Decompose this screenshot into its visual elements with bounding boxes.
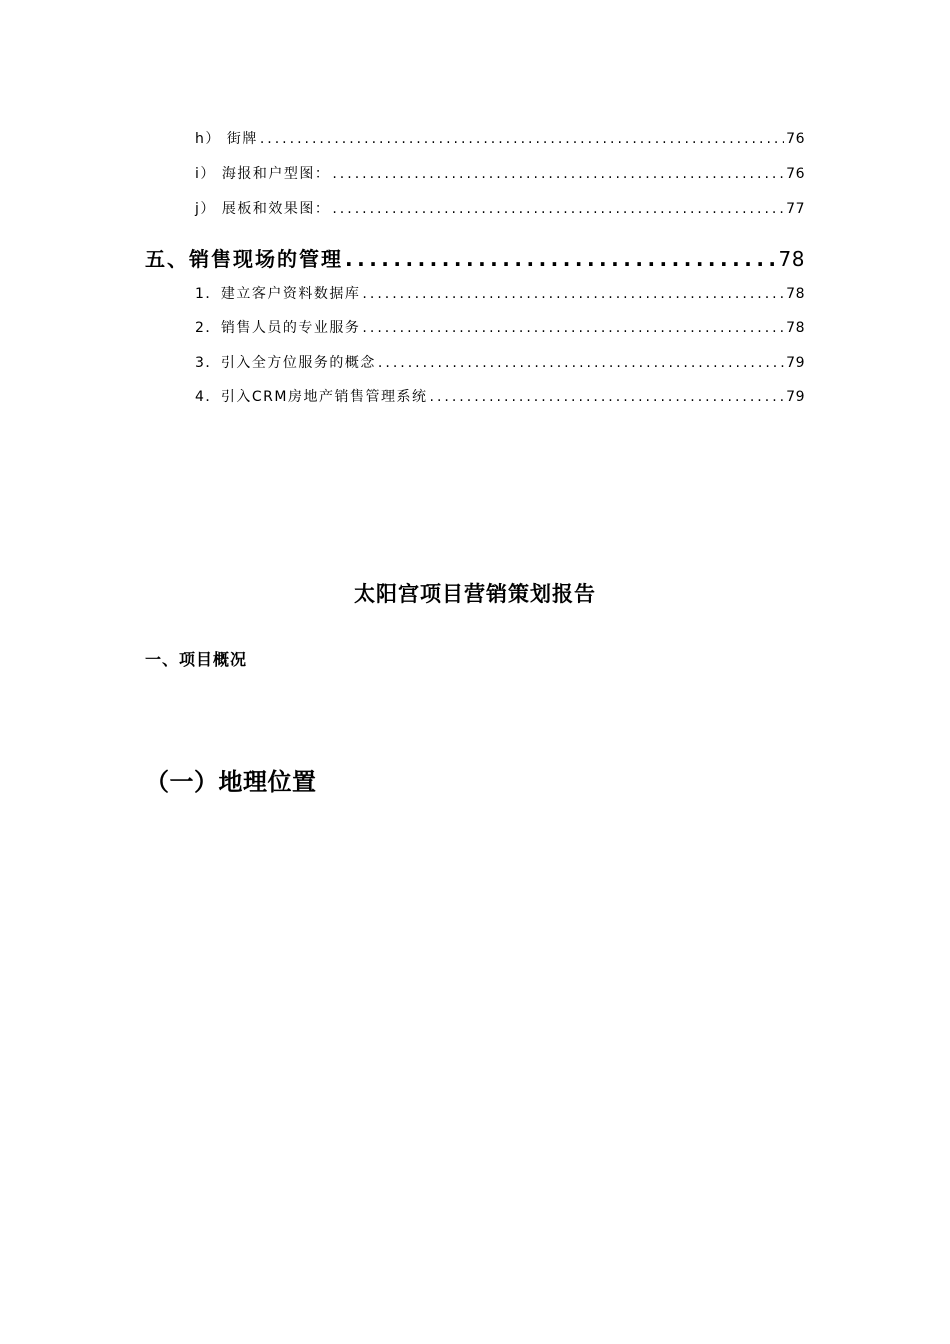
toc-leader-dots [332, 166, 784, 182]
section-heading: 一、项目概况 [145, 650, 248, 669]
toc-entry-page: 78 [786, 286, 805, 302]
toc-entry-label: 3．引入全方位服务的概念 [195, 355, 376, 371]
toc-entry-label: j） 展板和效果图： [195, 201, 331, 217]
toc-leader-dots [345, 247, 777, 271]
toc-entry-poster-floorplan[interactable] [195, 163, 805, 183]
toc-entry-page: 77 [786, 201, 805, 217]
toc-entry-label: 4．引入CRM房地产销售管理系统 [195, 389, 428, 405]
toc-entry-display-boards[interactable] [195, 198, 805, 218]
toc-leader-dots [378, 355, 784, 371]
toc-entry-professional-service[interactable] [195, 317, 805, 337]
toc-entry-label: h） 街牌 [195, 131, 258, 147]
toc-leader-dots [430, 389, 785, 405]
toc-entry-page: 79 [786, 389, 805, 405]
toc-leader-dots [362, 320, 784, 336]
toc-leader-dots [362, 286, 784, 302]
toc-entry-page: 76 [786, 166, 805, 182]
subsection-heading: （一）地理位置 [145, 768, 317, 796]
toc-entry-label: i） 海报和户型图： [195, 166, 331, 182]
toc-entry-customer-database[interactable] [195, 283, 805, 303]
toc-chapter-sales-site-management[interactable] [145, 243, 805, 272]
document-title: 太阳宫项目营销策划报告 [354, 582, 596, 606]
toc-entry-street-sign[interactable] [195, 128, 805, 148]
toc-entry-page: 78 [786, 320, 805, 336]
toc-chapter-label: 五、销售现场的管理 [145, 247, 343, 271]
toc-chapter-page: 78 [778, 247, 805, 271]
toc-entry-label: 1．建立客户资料数据库 [195, 286, 361, 302]
toc-entry-full-service-concept[interactable] [195, 352, 805, 372]
toc-entry-page: 79 [786, 355, 805, 371]
toc-leader-dots [332, 201, 784, 217]
toc-leader-dots [260, 131, 784, 147]
toc-entry-page: 76 [786, 131, 805, 147]
toc-entry-label: 2．销售人员的专业服务 [195, 320, 361, 336]
toc-entry-crm-system[interactable] [195, 386, 805, 406]
